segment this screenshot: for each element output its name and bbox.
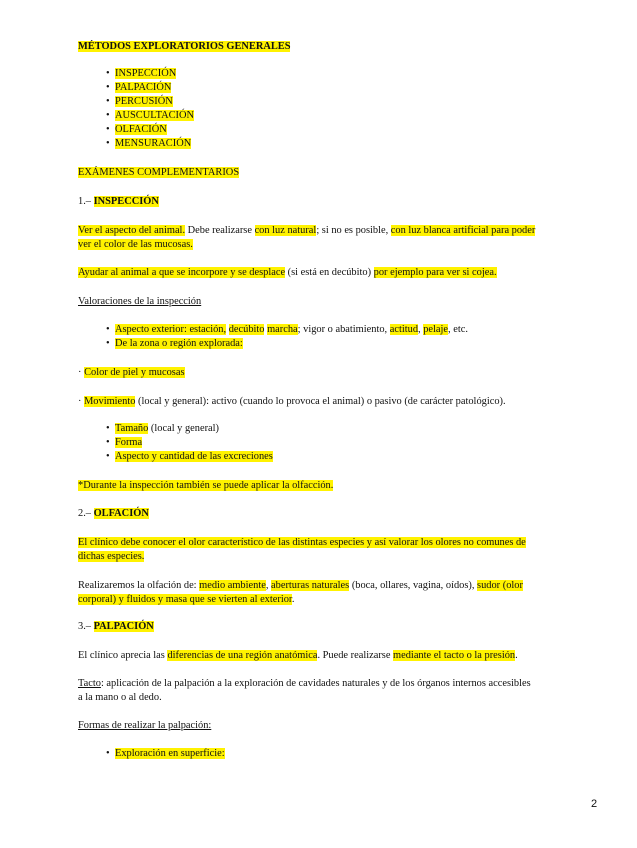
formas-heading: Formas de realizar la palpación: [78, 720, 212, 731]
section-1-heading: 1.– INSPECCIÓN [78, 196, 159, 207]
zone-item: • Forma [106, 437, 143, 448]
valoraciones-heading: Valoraciones de la inspección [78, 296, 202, 307]
page-number: 2 [591, 798, 598, 810]
inspection-paragraph-2: Ayudar al animal a que se incorpore y se desplace (si está en decúbito) por ejemplo para ver si cojea. [78, 267, 497, 278]
complementary-heading: EXÁMENES COMPLEMENTARIOS [78, 167, 240, 178]
color-piel-line: · Color de piel y mucosas [78, 367, 185, 378]
inspection-note: *Durante la inspección también se puede aplicar la olfacción. [78, 480, 334, 491]
section-2-heading: 2.– OLFACIÓN [78, 508, 149, 519]
method-item: • PALPACIÓN [106, 82, 172, 93]
valoracion-item: • De la zona o región explorada: [106, 338, 243, 349]
zone-item: • Tamaño (local y general) [106, 423, 220, 434]
inspection-paragraph-1: Ver el aspecto del animal. Debe realizarse con luz natural; si no es posible, con luz blanca artificial para poder [78, 225, 536, 236]
method-item: • PERCUSIÓN [106, 96, 173, 107]
tacto-paragraph-cont: a la mano o al dedo. [78, 692, 162, 703]
method-item: • MENSURACIÓN [106, 138, 192, 149]
palpation-item: • Exploración en superficie: [106, 748, 225, 759]
tacto-paragraph: Tacto: aplicación de la palpación a la exploración de cavidades naturales y de los órganos internos accesibles [78, 678, 531, 689]
method-item: • INSPECCIÓN [106, 68, 177, 79]
document-title: MÉTODOS EXPLORATORIOS GENERALES [78, 41, 291, 52]
olfaction-paragraph-2: Realizaremos la olfación de: medio ambiente, aberturas naturales (boca, ollares, vagina, oídos), sudor (olor [78, 580, 523, 591]
method-item: • OLFACIÓN [106, 124, 167, 135]
palpation-paragraph-1: El clínico aprecia las diferencias de una región anatómica. Puede realizarse mediante el tacto o la presión. [78, 650, 518, 661]
section-3-heading: 3.– PALPACIÓN [78, 621, 154, 632]
olfaction-paragraph-1: El clínico debe conocer el olor característico de las distintas especies y así valorar los olores no comunes de [78, 537, 526, 548]
zone-item: • Aspecto y cantidad de las excreciones [106, 451, 273, 462]
olfaction-paragraph-1-cont: dichas especies. [78, 551, 145, 562]
inspection-paragraph-1-cont: ver el color de las mucosas. [78, 239, 193, 250]
olfaction-paragraph-2-cont: corporal) y fluidos y masa que se vierten al exterior. [78, 594, 295, 605]
method-item: • AUSCULTACIÓN [106, 110, 195, 121]
valoracion-item: • Aspecto exterior: estación, decúbito marcha; vigor o abatimiento, actitud, pelaje, etc. [106, 324, 468, 335]
movimiento-line: · Movimiento (local y general): activo (cuando lo provoca el animal) o pasivo (de carácter patológico). [78, 396, 506, 407]
